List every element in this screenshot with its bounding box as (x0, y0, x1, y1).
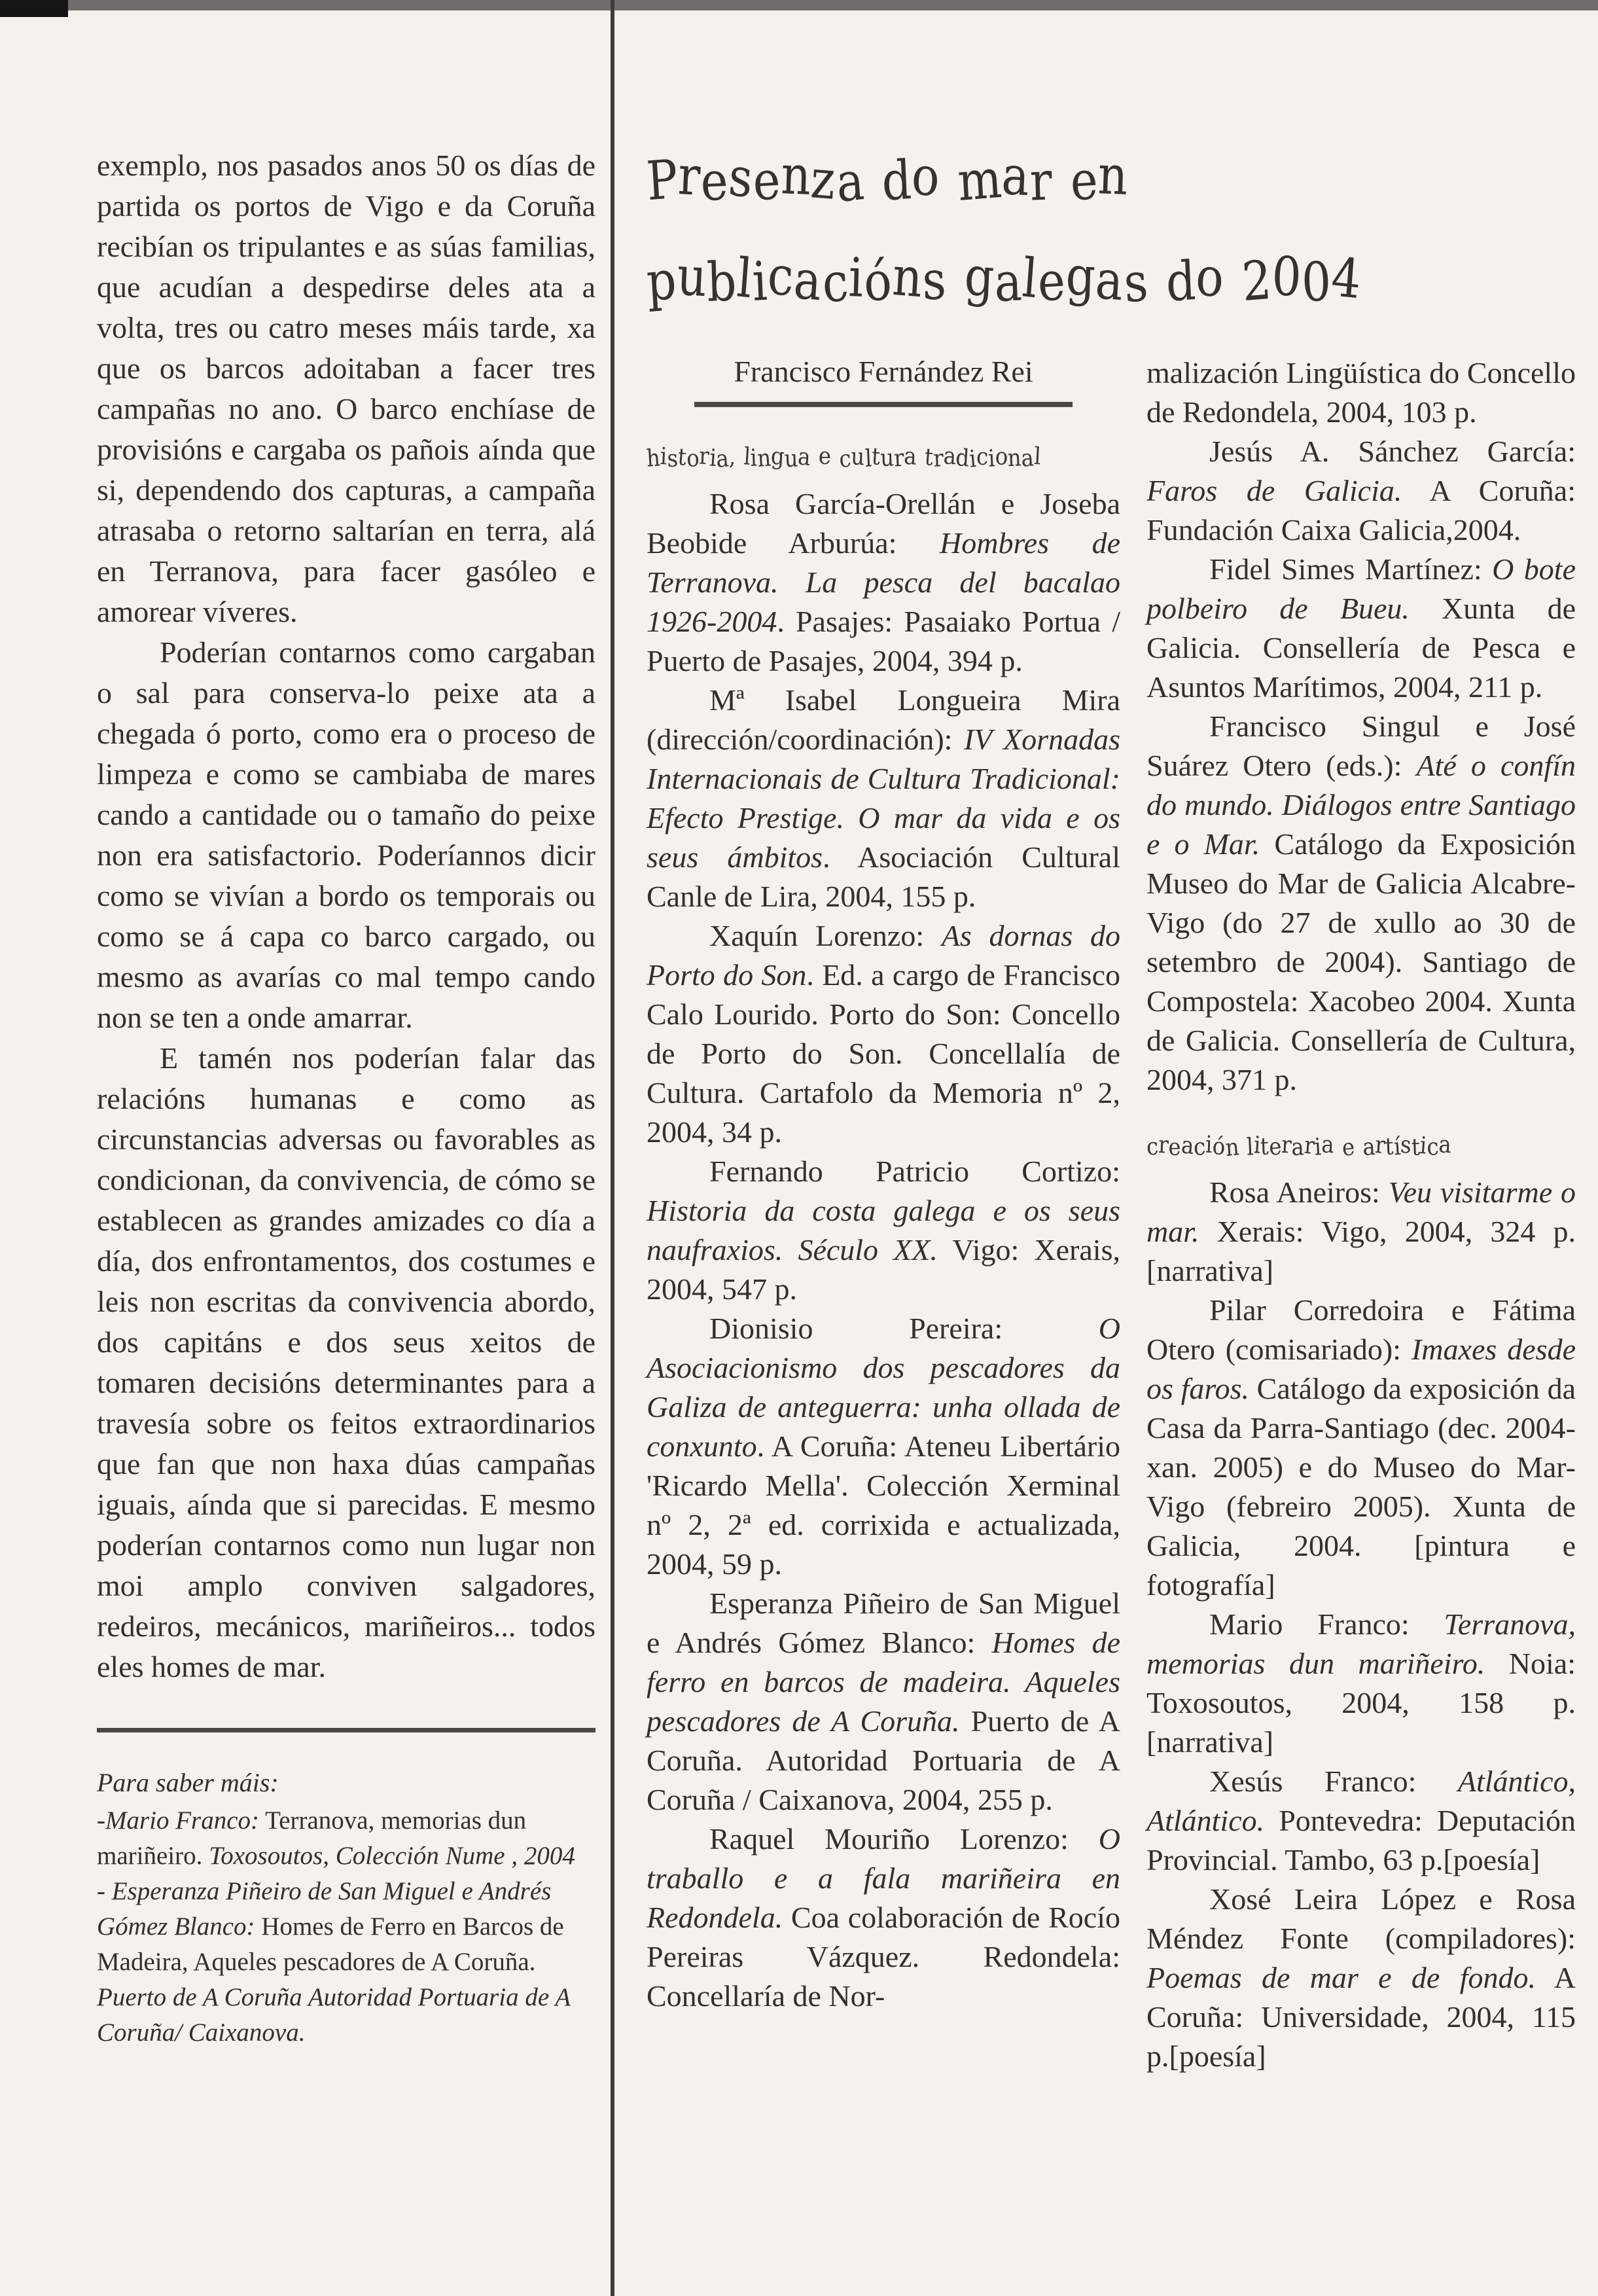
body-paragraph: exemplo, nos pasados anos 50 os días de partida os portos de Vigo e da Coruña recibían os tripulantes e as súas familias, que acudían a despedirse deles ata a volta, tres ou catro meses máis tarde, xa que os barcos adoitaban a facer tres campañas no ano. O barco enchíase de provisións e cargaba os pañois aínda que si, dependendo dos capturas, a campaña atrasaba o retorno saltarían en terra, alá en Terranova, para facer gasóleo e amorear víveres. (97, 149, 595, 628)
body-paragraph: E tamén nos poderían falar das relacións humanas e como as circunstancias adversas ou favorables as condicionan, da convivencia, de cómo se establecen as grandes amizades co día a día, dos enfrontamentos, dos costumes e leis non escritas da convivencia abordo, dos capitáns e dos seus xeitos de tomaren decisións determinantes para a travesía sobre os feitos extraordinarios que fan que non haxa dúas campañas iguais, aínda que si parecidas. E mesmo poderían contarnos como nun lugar non moi amplo conviven salgadores, redeiros, mecánicos, mariñeiros... todos eles homes de mar. (97, 1041, 595, 1683)
bibliography-entry: Rosa García-Orellán e Joseba Beobide Arburúa: Hombres de Terranova. La pesca del bacalao 1926-2004. Pasajes: Pasaiako Portua / Puerto de Pasajes, 2004, 394 p. (647, 487, 1121, 677)
article-title (645, 144, 1582, 315)
article-body-text (97, 145, 595, 1687)
author-underline-rule (694, 402, 1073, 407)
bibliography-entry: Mª Isabel Longueira Mira (dirección/coordinación): IV Xornadas Internacionais de Cultura Tradicional: Efecto Prestige. O mar da vida e os seus ámbitos. Asociación Cultural Canle de Lira, 2004, 155 p. (647, 683, 1121, 913)
author-byline: Francisco Fernández Rei (734, 355, 1033, 388)
bibliography-right-column (1146, 353, 1576, 2076)
scan-top-edge (0, 0, 1598, 10)
bibliography-entry: Dionisio Pereira: O Asociacionismo dos pescadores da Galiza de anteguerra: unha ollada de conxunto. A Coruña: Ateneu Libertário 'Ricardo Mella'. Colección Xerminal nº 2, 2ª ed. corrixida e actualizada, 2004, 59 p. (647, 1312, 1120, 1581)
bibliography-entry: Xesús Franco: Atlántico, Atlántico. Pontevedra: Deputación Provincial. Tambo, 63 p.[poesía] (1146, 1765, 1576, 1876)
footnote-block (97, 1765, 595, 2051)
bibliography-entry: Xosé Leira López e Rosa Méndez Fonte (compiladores): Poemas de mar e de fondo. A Coruña: Universidade, 2004, 115 p.[poesía] (1146, 1882, 1576, 2073)
bibliography-entry: Francisco Singul e José Suárez Otero (eds.): Até o confín do mundo. Diálogos entre Santiago e o Mar. Catálogo da Exposición Museo do Mar de Galicia Alcabre-Vigo (do 27 de xullo ao 30 de setembro de 2004). Santiago de Compostela: Xacobeo 2004. Xunta de Galicia. Consellería de Cultura, 2004, 371 p. (1146, 709, 1576, 1096)
footnote-rule (97, 1728, 595, 1732)
bibliography-entry: Fidel Simes Martínez: O bote polbeiro de Bueu. Xunta de Galicia. Consellería de Pesca e Asuntos Marítimos, 2004, 211 p. (1146, 552, 1576, 704)
bibliography-entry: malización Lingüística do Concello de Redondela, 2004, 103 p. (1146, 356, 1576, 429)
bibliography-entry: Rosa Aneiros: Veu visitarme o mar. Xerais: Vigo, 2004, 324 p. [narrativa] (1146, 1175, 1576, 1287)
bibliography-list-creation (1146, 1173, 1576, 2076)
bibliography-entry: Xaquín Lorenzo: As dornas do Porto do Son. Ed. a cargo de Francisco Calo Lourido. Porto do Son: Concello de Porto do Son. Concellalía de Cultura. Cartafolo da Memoria nº 2, 2004, 34 p. (647, 919, 1120, 1149)
bibliography-entry: Esperanza Piñeiro de San Miguel e Andrés Gómez Blanco: Homes de ferro en barcos de madeira. Aqueles pescadores de A Coruña. Puerto de A Coruña. Autoridad Portuaria de A Coruña / Caixanova, 2004, 255 p. (647, 1587, 1121, 1816)
bibliography-entry: Pilar Corredoira e Fátima Otero (comisariado): Imaxes desde os faros. Catálogo da exposición da Casa da Parra-Santiago (dec. 2004-xan. 2005) e do Museo do Mar-Vigo (febreiro 2005). Xunta de Galicia, 2004. [pintura e fotografía] (1146, 1293, 1576, 1602)
bibliography-entry: Mario Franco: Terranova, memorias dun mariñeiro. Noia: Toxosoutos, 2004, 158 p. [narrativa] (1146, 1607, 1576, 1759)
footnote-item: - Esperanza Piñeiro de San Miguel e Andrés Gómez Blanco: Homes de Ferro en Barcos de Madeira, Aqueles pescadores de A Coruña. Puerto de A Coruña Autoridad Portuaria de A Coruña/ Caixanova. (97, 1877, 571, 2047)
section-heading-creation: creación literaria e artística (1145, 1131, 1452, 1162)
article-title-line2: publicacións galegas do 2004 (645, 245, 1364, 315)
bibliography-entry: Raquel Mouriño Lorenzo: O traballo e a fala mariñeira en Redondela. Coa colaboración de Rocío Pereiras Vázquez. Redondela: Concellaría de Nor- (647, 1822, 1120, 2013)
footnote-label: Para saber máis: (97, 1768, 279, 1797)
bibliography-middle-column (647, 353, 1120, 2016)
body-paragraph: Poderían contarnos como cargaban o sal para conserva-lo peixe ata a chegada ó porto, como era o proceso de limpeza e como se cambiaba de mares cando a cantidade ou o tamaño do peixe non era satisfactorio. Poderíannos dicir como se vivían a bordo os temporais ou como se á capa co barco cargado, ou mesmo as avarías co mal tempo cando non se ten a onde amarrar. (97, 636, 595, 1034)
left-article-column (97, 145, 595, 2051)
footnote-item: -Mario Franco: Terranova, memorias dun mariñeiro. Toxosoutos, Colección Nume , 2004 (97, 1806, 575, 1870)
article-title-line1: Presenza do mar en (645, 144, 1129, 215)
bibliography-entry: Jesús A. Sánchez García: Faros de Galicia. A Coruña: Fundación Caixa Galicia,2004. (1146, 435, 1576, 547)
bibliography-list-history-continued (1146, 353, 1576, 1100)
bibliography-entry: Fernando Patricio Cortizo: Historia da costa galega e os seus naufraxios. Século XX. Vigo: Xerais, 2004, 547 p. (647, 1155, 1120, 1306)
section-heading-history: historia, lingua e cultura tradicional (645, 442, 1042, 474)
scan-top-left-mark (0, 0, 68, 17)
footnote-items (97, 1803, 595, 2051)
bibliography-list-history (647, 484, 1120, 2016)
column-divider-rule (611, 0, 614, 2296)
